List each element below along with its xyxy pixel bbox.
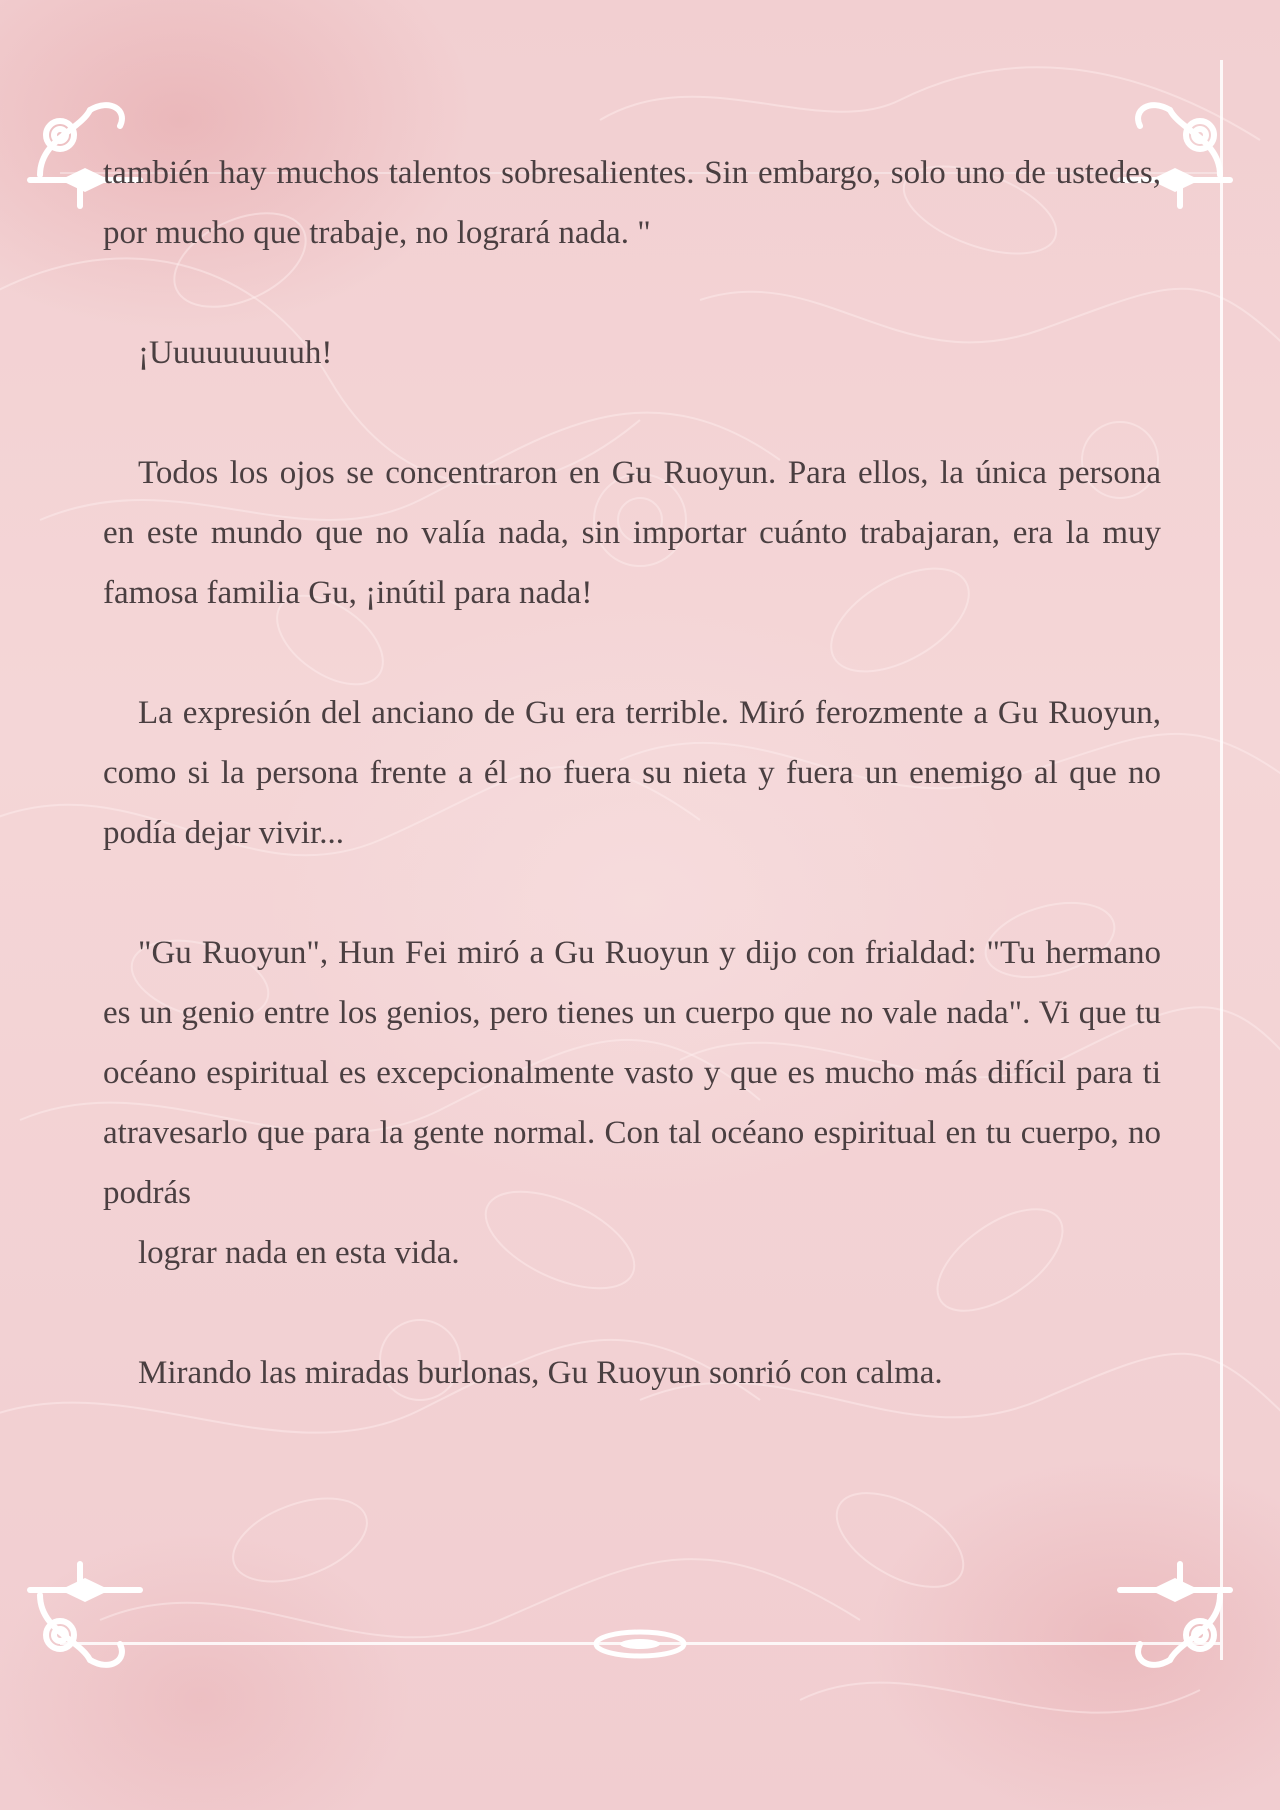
story-text	[103, 143, 1161, 1403]
paragraph-3: Todos los ojos se concentraron en Gu Ruoyun. Para ellos, la única persona en este mundo que no valía nada, sin importar cuánto trabajaran, era la muy famosa familia Gu, ¡inútil para nada!	[103, 455, 1161, 611]
corner-ornament-bottom-left-icon	[20, 1560, 150, 1690]
paragraph-2: ¡Uuuuuuuuuh!	[138, 335, 333, 371]
corner-ornament-bottom-right-icon	[1110, 1560, 1240, 1690]
paragraph-4: La expresión del anciano de Gu era terrible. Miró ferozmente a Gu Ruoyun, como si la persona frente a él no fuera su nieta y fuera un enemigo al que no podía dejar vivir...	[103, 695, 1161, 851]
paragraph-5-continuation: lograr nada en esta vida.	[138, 1235, 460, 1271]
paragraph-6: Mirando las miradas burlonas, Gu Ruoyun sonrió con calma.	[138, 1355, 943, 1391]
paragraph-1: también hay muchos talentos sobresalientes. Sin embargo, solo uno de ustedes, por mucho que trabaje, no logrará nada. "	[103, 155, 1161, 251]
frame-right-line	[1220, 60, 1223, 1660]
paragraph-5: "Gu Ruoyun", Hun Fei miró a Gu Ruoyun y dijo con frialdad: "Tu hermano es un genio entre los genios, pero tienes un cuerpo que no vale nada". Vi que tu océano espiritual es excepcionalmente vasto y que es mucho más difícil para ti atravesarlo que para la gente normal. Con tal océano espiritual en tu cuerpo, no podrás	[103, 935, 1161, 1211]
bottom-center-ornament-icon	[560, 1624, 720, 1664]
